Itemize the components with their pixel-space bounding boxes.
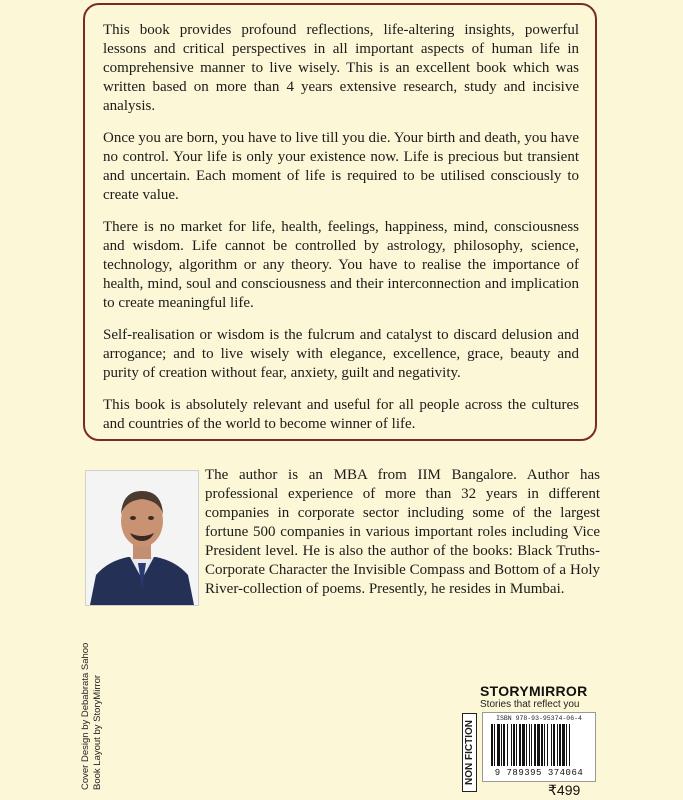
blurb-paragraph-1: This book provides profound reflections, life-altering insights, powerful lessons and critical perspectives in all important aspects of human life in comprehensive manner to live wisely. This is an excellent book which was written based on more than 4 years extensive research, study and incisive analysis. [103, 22, 579, 114]
author-bio: The author is an MBA from IIM Bangalore. Author has professional experience of more than 32 years in different companies in corporate sector including some of the largest fortune 500 companies in various important roles including Vice President level. He is also the author of the books: Black Truths-Corporate Character the Invisible Compass and Bottom of a Holy River-collection of poems. Presently, he resides in Mumbai. [205, 467, 600, 597]
price: ₹499 [548, 782, 581, 798]
publisher-block [480, 683, 590, 710]
barcode [482, 712, 596, 782]
blurb-box [83, 3, 597, 441]
barcode-bars-icon [491, 724, 589, 766]
book-layout-credit: Book Layout by StoryMirror [92, 674, 103, 790]
cover-design-credit: Cover Design by Debabrata Sahoo [80, 642, 91, 790]
blurb-paragraph-5: This book is absolutely relevant and useful for all people across the cultures and countries of the world to become winner of life. [103, 397, 579, 432]
author-photo [85, 470, 199, 606]
blurb-paragraph-4: Self-realisation or wisdom is the fulcrum and catalyst to discard delusion and arrogance; and to live wisely with elegance, excellence, grace, beauty and purity of creation without fear, anxiety, guilt and negativity. [103, 327, 579, 381]
publisher-tagline: Stories that reflect you [480, 699, 580, 710]
isbn-label: ISBN 978-93-95374-06-4 [496, 715, 582, 722]
genre-label: NON FICTION [462, 713, 477, 792]
blurb-paragraph-2: Once you are born, you have to live till you die. Your birth and death, you have no control. Your life is only your existence now. Life is precious but transient and uncertain. Each moment of life is required to be utilised consciously to create value. [103, 130, 579, 203]
publisher-logo: STORYMIRROR [480, 683, 588, 699]
barcode-number: 9 789395 374064 [494, 768, 584, 778]
blurb-paragraph-3: There is no market for life, health, feelings, happiness, mind, consciousness and wisdom. Life cannot be controlled by astrology, philosophy, science, technology, algorithm or any theory. You have to realise the importance of health, mind, soul and consciousness and their interconnection and implication to create meaningful life. [103, 219, 579, 311]
credits [80, 630, 104, 790]
author-portrait-icon [86, 471, 198, 605]
